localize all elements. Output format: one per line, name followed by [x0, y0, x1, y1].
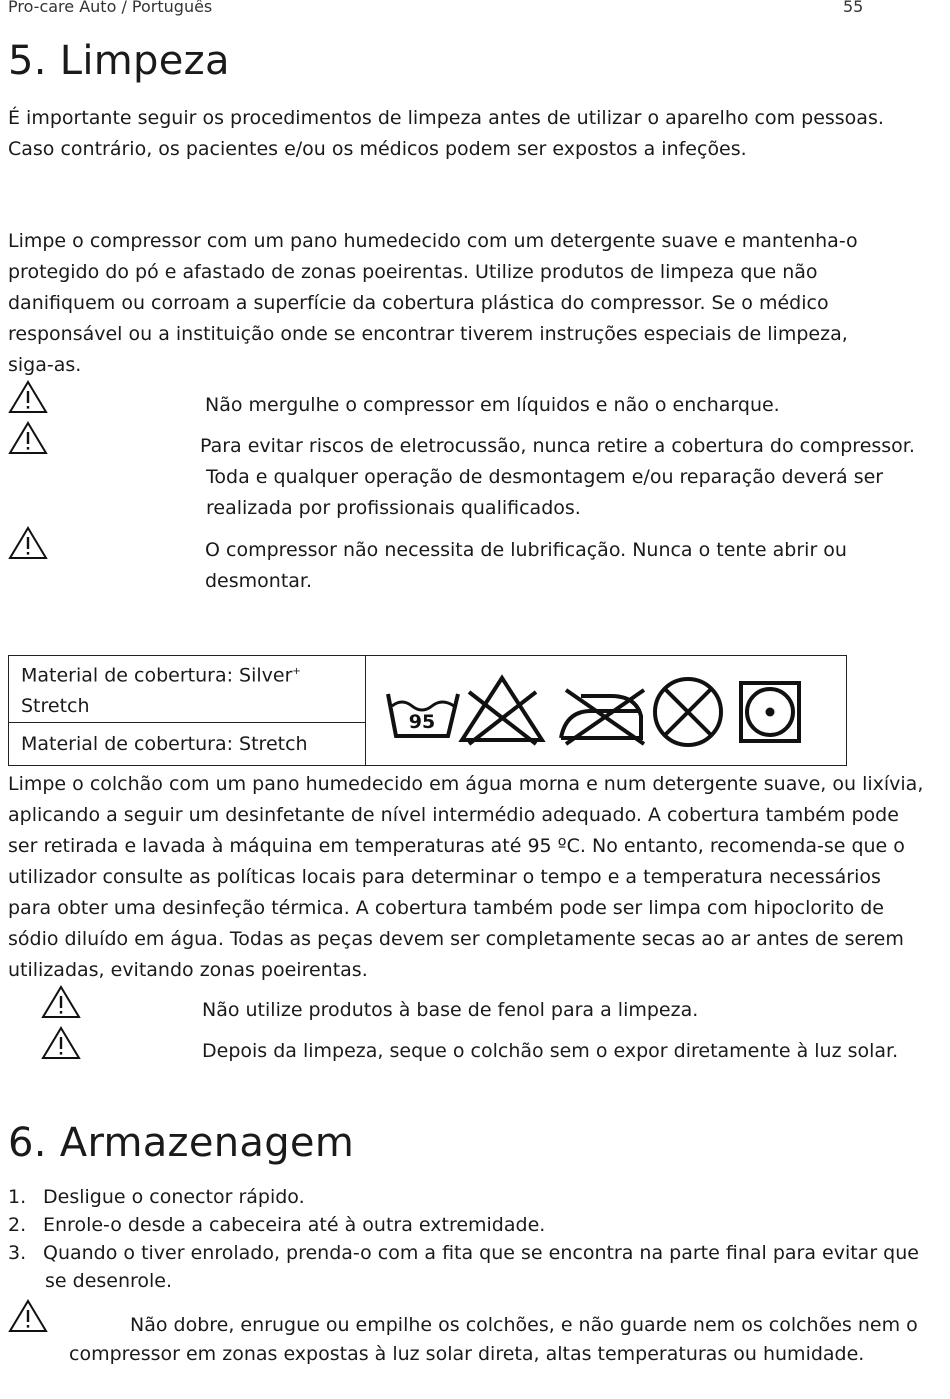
intro-paragraph: [8, 103, 884, 165]
section-title-armazenagem: 6. Armazenagem: [8, 1120, 355, 1166]
care-label-table: [8, 655, 847, 766]
warning-icon: [8, 421, 48, 455]
list-text: Quando o tiver enrolado, prenda-o com a fita que se encontra na parte final para evitar que: [43, 1242, 919, 1264]
warning-icon: [8, 1299, 48, 1333]
warning-line: realizada por profissionais qualificados.: [206, 497, 581, 519]
page-number: 55: [843, 0, 864, 16]
list-number: 2.: [8, 1214, 27, 1236]
warning-icon: [41, 1026, 81, 1060]
warning-text: Depois da limpeza, seque o colchão sem o expor diretamente à luz solar.: [202, 1040, 899, 1062]
tumble-dry-icon: [741, 683, 799, 741]
paragraph-line: utilizadas, evitando zonas poeirentas.: [8, 959, 368, 981]
warning-text: Não dobre, enrugue ou empilhe os colchões, e não guarde nem os colchões nem o: [130, 1314, 918, 1336]
warning-icon: [8, 380, 48, 414]
paragraph-line: utilizador consulte as políticas locais para determinar o tempo e a temperatura necessários: [8, 866, 881, 888]
superscript-plus: +: [292, 666, 301, 677]
warning-text: compressor em zonas expostas à luz solar direta, altas temperaturas ou humidade.: [69, 1343, 865, 1365]
warning-text: Não utilize produtos à base de fenol para a limpeza.: [202, 999, 699, 1021]
list-text: Enrole-o desde a cabeceira até à outra extremidade.: [43, 1214, 546, 1236]
mattress-cleaning-paragraph: [8, 769, 923, 986]
no-dry-clean-icon: [655, 679, 721, 745]
cover-material-stretch: Material de cobertura: Stretch: [9, 723, 366, 766]
warning-text: Não mergulhe o compressor em líquidos e não o encharque.: [205, 394, 780, 416]
paragraph-line: responsável ou a instituição onde se encontrar tiverem instruções especiais de limpeza,: [8, 323, 848, 345]
paragraph-line: para obter uma desinfeção térmica. A cobertura também pode ser limpa com hipoclorito de: [8, 897, 884, 919]
warning-text: [205, 535, 847, 597]
list-text: Desligue o conector rápido.: [43, 1186, 305, 1208]
list-text: se desenrole.: [45, 1270, 173, 1292]
paragraph-line: danifiquem ou corroam a superfície da cobertura plástica do compressor. Se o médico: [8, 292, 829, 314]
intro-line: Caso contrário, os pacientes e/ou os médicos podem ser expostos a infeções.: [8, 138, 747, 160]
paragraph-line: sódio diluído em água. Todas as peças devem ser completamente secas ao ar antes de serem: [8, 928, 904, 950]
running-header: Pro-care Auto / Português: [8, 0, 213, 16]
warning-line: O compressor não necessita de lubrificação. Nunca o tente abrir ou: [205, 539, 847, 561]
compressor-cleaning-paragraph: [8, 226, 858, 381]
paragraph-line: protegido do pó e afastado de zonas poeirentas. Utilize produtos de limpeza que não: [8, 261, 818, 283]
warning-line: Para evitar riscos de eletrocussão, nunca retire a cobertura do compressor.: [200, 435, 915, 457]
list-number: 3.: [8, 1242, 27, 1264]
warning-line: Toda e qualquer operação de desmontagem e/ou reparação deverá ser: [206, 466, 884, 488]
no-iron-icon: [561, 690, 644, 744]
section-title-limpeza: 5. Limpeza: [8, 38, 230, 84]
wash-95-icon: [388, 694, 458, 736]
paragraph-line: Limpe o colchão com um pano humedecido em água morna e num detergente suave, ou lixívia,: [8, 773, 924, 795]
cover-material-silver-stretch: [9, 656, 366, 723]
warning-icon: [8, 526, 48, 560]
paragraph-line: siga-as.: [8, 354, 82, 376]
cover-material-label-cont: Stretch: [21, 695, 90, 718]
care-symbols-cell: [366, 656, 847, 766]
list-number: 1.: [8, 1186, 27, 1208]
care-symbols: [366, 656, 846, 759]
cover-material-label: Material de cobertura: Silver: [21, 664, 293, 687]
wash-temperature: 95: [408, 711, 436, 733]
no-bleach-icon: [462, 678, 542, 744]
intro-line: É importante seguir os procedimentos de limpeza antes de utilizar o aparelho com pessoas.: [8, 107, 884, 129]
warning-text: [200, 431, 915, 524]
paragraph-line: Limpe o compressor com um pano humedecido com um detergente suave e mantenha-o: [8, 230, 858, 252]
paragraph-line: aplicando a seguir um desinfetante de nível intermédio adequado. A cobertura também pode: [8, 804, 899, 826]
paragraph-line: ser retirada e lavada à máquina em temperaturas até 95 ºC. No entanto, recomenda-se que o: [8, 835, 905, 857]
warning-icon: [41, 985, 81, 1019]
warning-line: desmontar.: [205, 570, 313, 592]
